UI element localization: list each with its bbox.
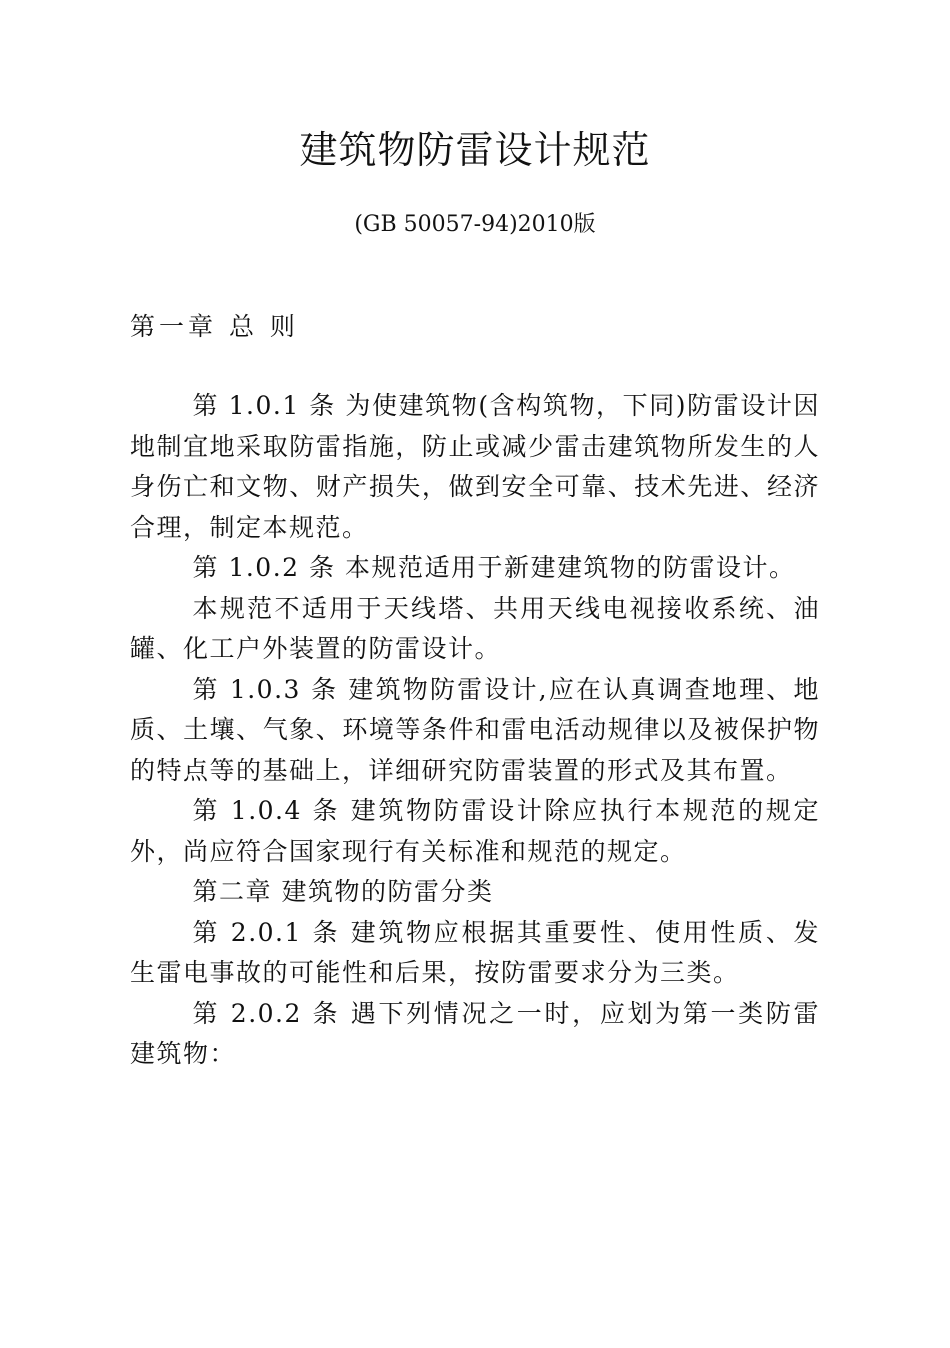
chapter-heading: 第一章 总 则 [130, 312, 299, 341]
paragraph-2-0-2: 第 2.0.2 条 遇下列情况之一时，应划为第一类防雷建筑物： [130, 998, 820, 1068]
document-body [130, 386, 820, 1075]
paragraph-1-0-3: 第 1.0.3 条 建筑物防雷设计,应在认真调查地理、地质、土壤、气象、环境等条件和雷电活动规律以及被保护物的特点等的基础上，详细研究防雷装置的形式及其布置。 [130, 674, 820, 785]
document-subtitle: (GB 50057-94)2010版 [354, 212, 596, 237]
paragraph-1-0-1: 第 1.0.1 条 为使建筑物(含构筑物，下同)防雷设计因地制宜地采取防雷指施，防止或减少雷击建筑物所发生的人身伤亡和文物、财产损失，做到安全可靠、技术先进、经济合理，制定本规范。 [130, 391, 820, 542]
paragraph-1-0-4: 第 1.0.4 条 建筑物防雷设计除应执行本规范的规定外，尚应符合国家现行有关标准和规范的规定。 [130, 796, 820, 866]
chapter-2-heading: 第二章 建筑物的防雷分类 [192, 877, 494, 906]
paragraph-2-0-1: 第 2.0.1 条 建筑物应根据其重要性、使用性质、发生雷电事故的可能性和后果，按防雷要求分为三类。 [130, 917, 820, 987]
paragraph-scope-exclusion: 本规范不适用于天线塔、共用天线电视接收系统、油罐、化工户外装置的防雷设计。 [130, 593, 820, 663]
paragraph-1-0-2: 第 1.0.2 条 本规范适用于新建建筑物的防雷设计。 [192, 553, 796, 582]
document-title: 建筑物防雷设计规范 [299, 128, 651, 172]
